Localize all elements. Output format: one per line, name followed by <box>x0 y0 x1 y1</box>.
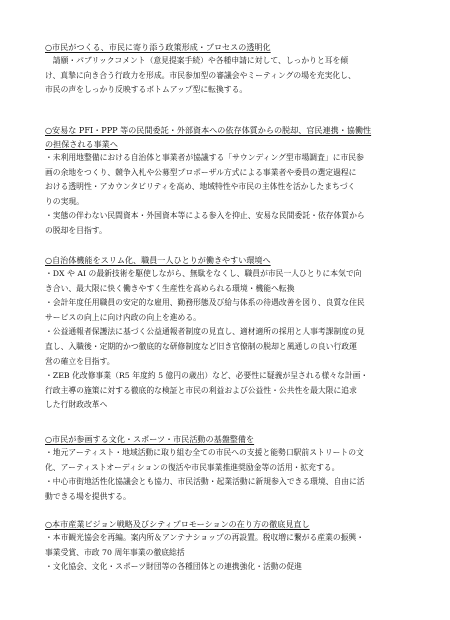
body-line: 画の余地をつくり、競争入札や公募型プロポーザル方式による事業者や委員の選定過程に <box>45 167 357 177</box>
section-public-private <box>45 123 409 239</box>
body-line: ・実態の伴わない民間資本・外国資本等による参入を抑止、安易な民間委託・依存体質から <box>45 211 365 221</box>
body-line: ・地元アーティスト・地域活動に取り組む全ての市民への支援と能勢口駅前ストリートの文 <box>45 448 364 457</box>
section-heading: ○市民が参画する文化・スポーツ・市民活動の基盤整備を <box>45 434 255 444</box>
section-heading: の担保される事業へ <box>45 139 118 149</box>
section-transparency <box>45 40 409 98</box>
section-industry-vision <box>45 517 409 575</box>
body-line: 直し、入職後・定期的かつ徹底的な研修制度など旧き官僚制の脱却と風通しの良い行政運 <box>45 341 357 351</box>
body-line: 動できる場を提供する。 <box>45 491 131 501</box>
section-heading: ○安易な PFI・PPP 等の民間委託・外部資本への依存体質からの脱却、官民連携・協働性 <box>45 125 372 135</box>
body-line: ・会計年度任用職員の安定的な雇用、勤務形態及び給与体系の待遇改善を図り、良質な住民 <box>45 298 365 308</box>
body-line: ・DX や AI の最新技術を駆使しながら、無駄をなくし、職員が市民一人ひとりに本気で向 <box>45 269 362 278</box>
body-line: りの実現。 <box>45 196 84 206</box>
body-line: の脱却を目指す。 <box>45 225 107 235</box>
body-line: 行政主導の施策に対する徹底的な検証と市民の利益および公益性・公共性を最大限に追求 <box>45 385 357 395</box>
body-line: ・未利用地整備における自治体と事業者が協議する「サウンディング型市場調査」に市民参 <box>45 153 364 162</box>
section-heading: ○市民がつくる、市民に寄り添う政策形成・プロセスの透明化 <box>45 42 271 52</box>
body-line: ・文化協会、文化・スポーツ財団等の各種団体との連携強化・活動の促進 <box>45 562 302 572</box>
body-line: 営の確立を目指す。 <box>45 356 115 366</box>
section-heading: ○本市産業ビジョン戦略及びシティプロモーションの在り方の徹底見直し <box>45 519 310 529</box>
section-culture-sports <box>45 432 409 504</box>
section-heading: ○自治体機能をスリム化、職員一人ひとりが働きやすい環境へ <box>45 255 271 265</box>
body-line: け、真摯に向き合う行政力を形成。市民参加型の審議会やミーティングの場を充実化し、 <box>45 70 356 80</box>
body-line: ・本市観光協会を再編。案内所＆アンテナショップの再設置。税収増に繋がる産業の振興・ <box>45 533 365 542</box>
body-line: 請願・パブリックコメント（意見提案手続）や各種申請に対して、しっかりと耳を傾 <box>45 56 349 65</box>
section-slim-government <box>45 253 409 413</box>
body-line: サービスの向上に向け内政の向上を進める。 <box>45 312 201 322</box>
body-line: 市民の声をしっかり反映するボトムアップ型に転換する。 <box>45 85 248 95</box>
body-line: おける透明性・アカウンタビリティを高め、地域特性や市民の主体性を活かしたまちづく <box>45 182 356 192</box>
body-line: した行財政改革へ <box>45 400 108 410</box>
body-line: ・ZEB 化改修事業（R5 年度約 5 億円の歳出）など、必要性に疑義が呈される様々な計画・ <box>45 371 369 381</box>
body-line: 化、アーティストオーディションの復活や市民事業推進奨励金等の活用・拡充する。 <box>45 462 340 472</box>
body-line: 事業受賞、市政 70 周年事業の徹底総括 <box>45 547 185 557</box>
body-line: ・中心市街地活性化協議会とも協力、市民活動・起業活動に新規参入できる環境、自由に活 <box>45 477 365 487</box>
body-line: き合い、最大限に快く働きやすく生産性を高められる環境・機能へ転換 <box>45 283 295 293</box>
body-line: ・公益通報者保護法に基づく公益通報者制度の見直し、適材適所の採用と人事考課制度の見 <box>45 327 365 337</box>
